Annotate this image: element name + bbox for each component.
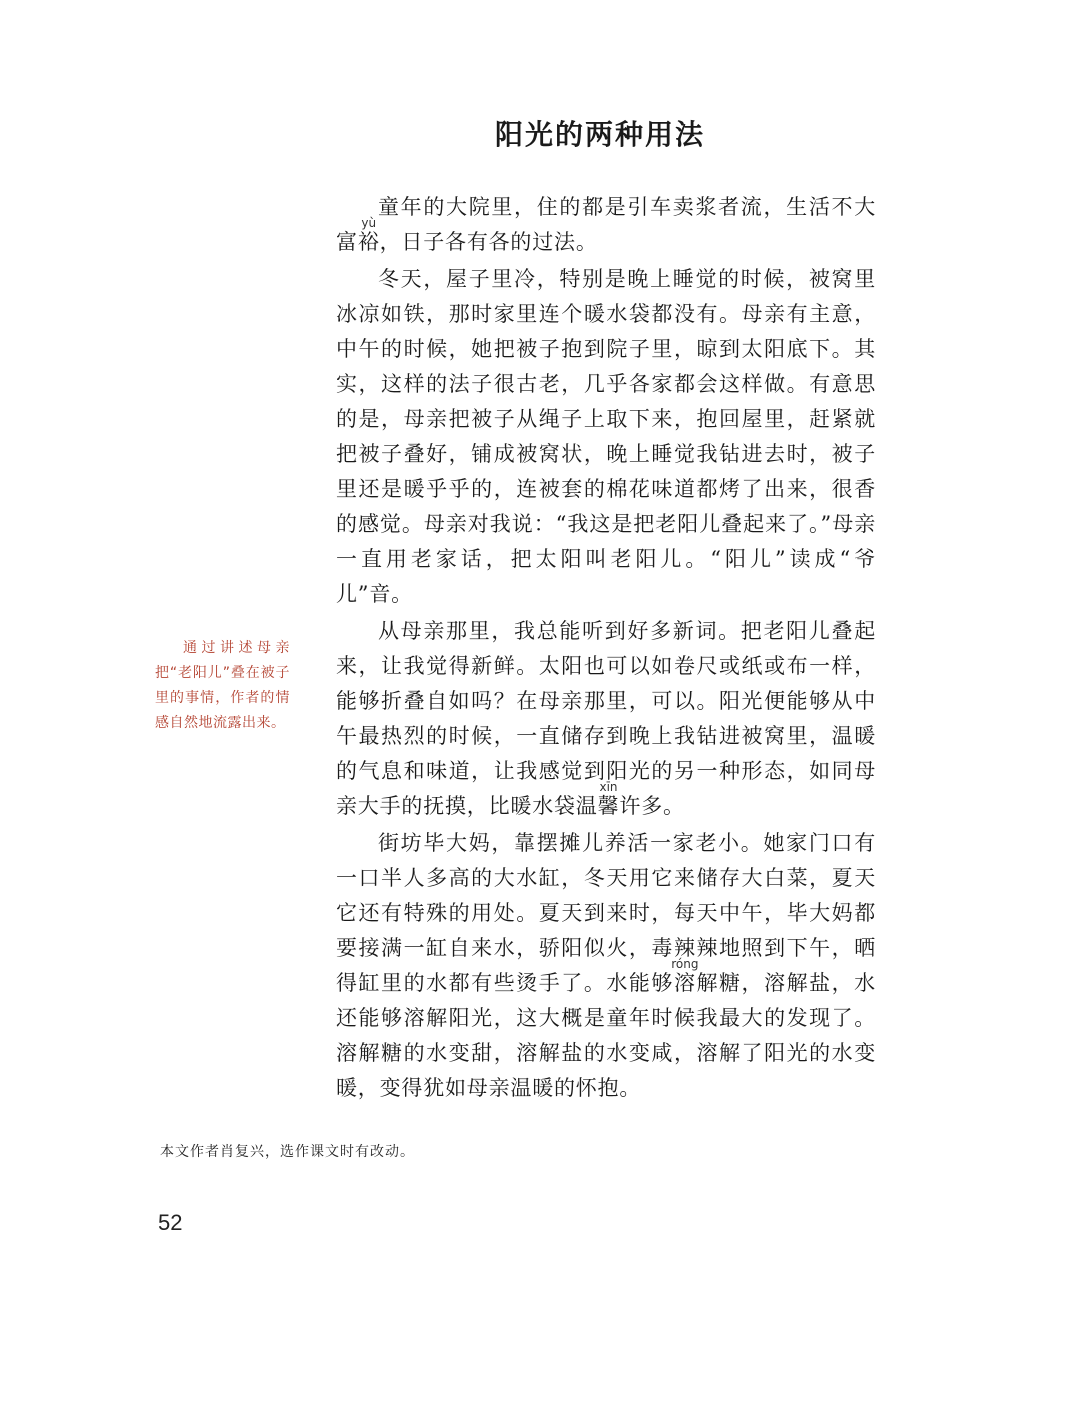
paragraph-3 xyxy=(336,614,876,824)
margin-annotation: 通过讲述母亲把“老阳儿”叠在被子里的事情，作者的情感自然地流露出来。 xyxy=(155,640,290,731)
pinyin-annotation-yu xyxy=(357,216,380,254)
ruby-pinyin-rong: róng xyxy=(671,957,699,971)
paragraph-4-text-start: 街坊毕大妈，靠摆摊儿养活一家老小。她家门口有一口半人多高的大水缸，冬天用它来储存大白菜，夏天它还有特殊的用处。夏天到来时，每天中午，毕大妈都要接满一缸自来水，骄阳似火，毒辣辣地照到下午，晒得缸里的水都有些烫手了。水能够 xyxy=(336,831,876,995)
paragraph-3-text-end: 许多。 xyxy=(619,794,685,818)
ruby-base-yu: 裕 xyxy=(357,230,380,254)
paragraph-4-text-end: 解糖，溶解盐，水还能够溶解阳光，这大概是童年时候我最大的发现了。溶解糖的水变甜，溶解盐的水变咸，溶解了阳光的水变暖，变得犹如母亲温暖的怀抱。 xyxy=(336,971,876,1100)
article-title: 阳光的两种用法 xyxy=(494,118,705,151)
paragraph-1-text-end: ，日子各有各的过法。 xyxy=(379,230,598,254)
source-footnote: 本文作者肖复兴，选作课文时有改动。 xyxy=(160,1144,415,1160)
paragraph-4 xyxy=(336,826,876,1106)
ruby-base-xin: 馨 xyxy=(597,794,620,818)
article-body xyxy=(336,190,876,1106)
paragraph-3-text-start: 从母亲那里，我总能听到好多新词。把老阳儿叠起来，让我觉得新鲜。太阳也可以如卷尺或纸或布一样，能够折叠自如吗？在母亲那里，可以。阳光便能够从中午最热烈的时候，一直储存到晚上我钻进被窝里，温暖的气息和味道，让我感觉到阳光的另一种形态，如同母亲大手的抚摸，比暖水袋温 xyxy=(336,619,876,818)
ruby-base-rong: 溶 xyxy=(671,971,699,995)
paragraph-1 xyxy=(336,190,876,260)
ruby-pinyin-yu: yù xyxy=(357,216,380,230)
pinyin-annotation-xin xyxy=(597,780,620,818)
paragraph-1-text-start: 童年的大院里，住的都是引车卖浆者流，生活不大富 xyxy=(336,195,876,254)
paragraph-2: 冬天，屋子里冷，特别是晚上睡觉的时候，被窝里冰凉如铁，那时家里连个暖水袋都没有。母亲有主意，中午的时候，她把被子抱到院子里，晾到太阳底下。其实，这样的法子很古老，几乎各家都会这样做。有意思的是，母亲把被子从绳子上取下来，抱回屋里，赶紧就把被子叠好，铺成被窝状，晚上睡觉我钻进去时，被子里还是暖乎乎的，连被套的棉花味道都烤了出来，很香的感觉。母亲对我说：“我这是把老阳儿叠起来了。”母亲一直用老家话，把太阳叫老阳儿。“阳儿”读成“爷儿”音。 xyxy=(336,267,876,606)
ruby-pinyin-xin: xīn xyxy=(597,780,620,794)
pinyin-annotation-rong xyxy=(671,957,699,995)
page-number: 52 xyxy=(158,1210,183,1235)
